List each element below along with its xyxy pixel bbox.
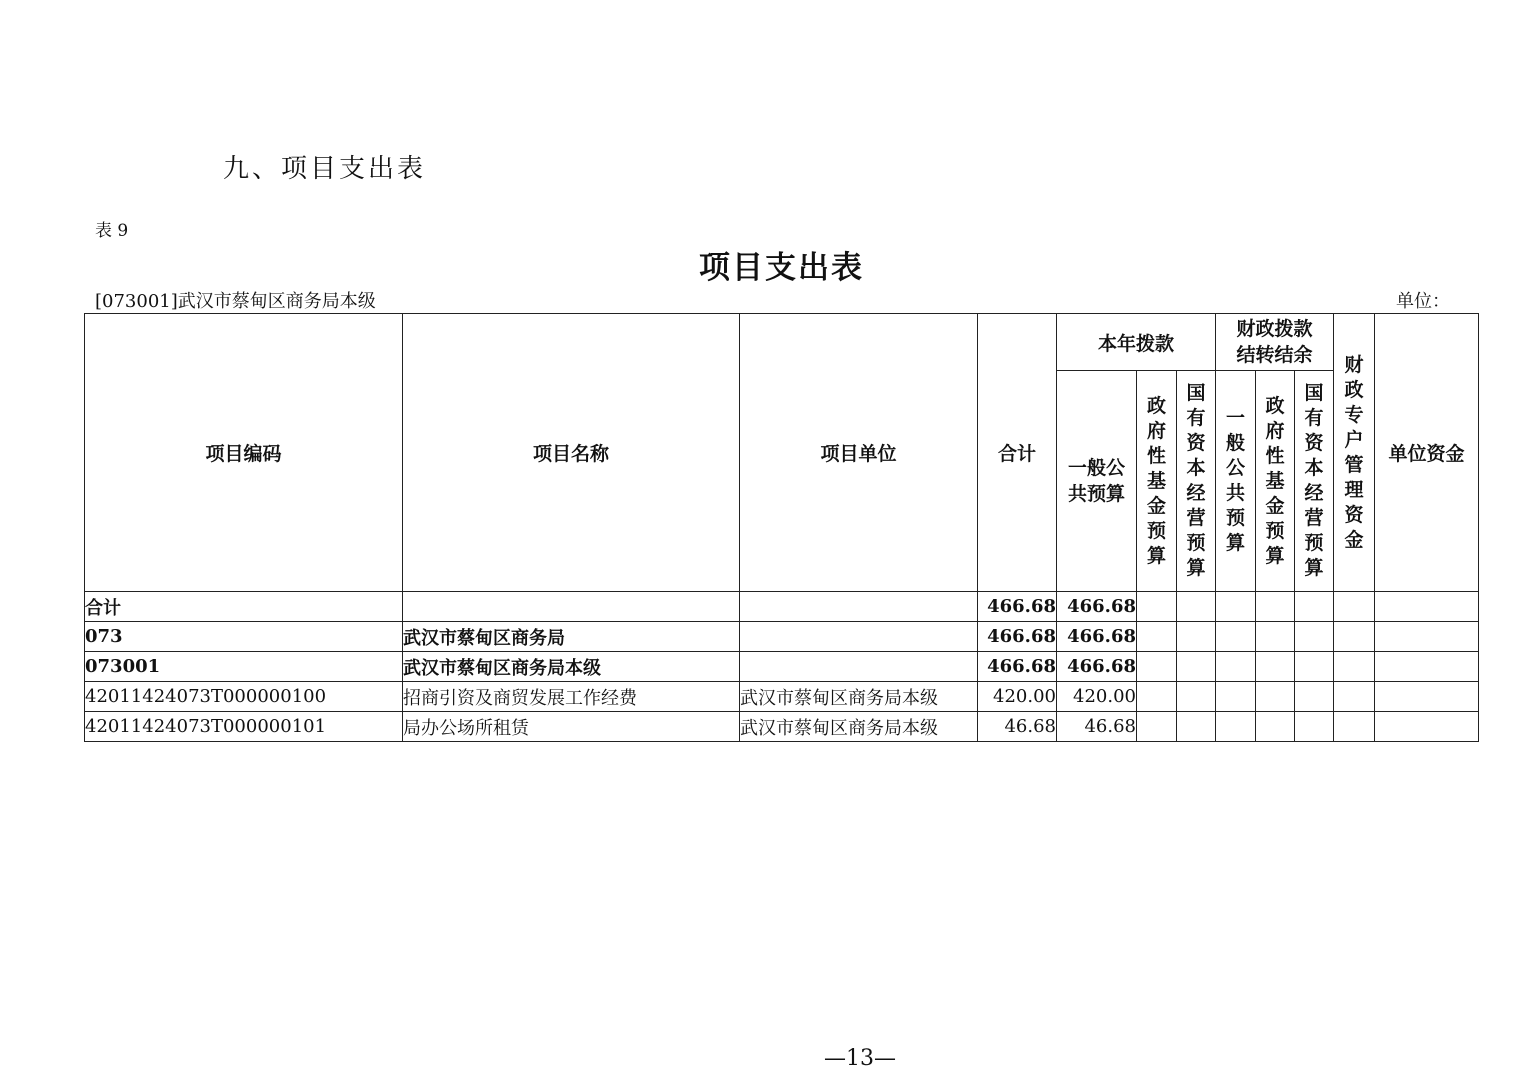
cell-total: 466.68 bbox=[978, 592, 1057, 622]
cell-total: 420.00 bbox=[978, 682, 1057, 712]
cell-general-budget: 466.68 bbox=[1057, 592, 1137, 622]
cell-general-budget: 466.68 bbox=[1057, 652, 1137, 682]
cell-unit: 武汉市蔡甸区商务局本级 bbox=[740, 712, 978, 742]
project-expenditure-table bbox=[84, 313, 1479, 742]
cell-code: 合计 bbox=[85, 592, 403, 622]
cell-code: 42011424073T000000100 bbox=[85, 682, 403, 712]
unit-of-measure-label: 单位： bbox=[1396, 291, 1450, 312]
header-project-name: 项目名称 bbox=[403, 314, 740, 592]
header-general-budget-line2: 共预算 bbox=[1067, 483, 1125, 505]
cell-total: 466.68 bbox=[978, 622, 1057, 652]
cell-name: 武汉市蔡甸区商务局 bbox=[403, 622, 740, 652]
table-row bbox=[85, 622, 1479, 652]
header-general-budget-line1: 一般公 bbox=[1067, 457, 1125, 479]
cell-unit bbox=[740, 622, 978, 652]
cell-name: 局办公场所租赁 bbox=[403, 712, 740, 742]
cell-code: 42011424073T000000101 bbox=[85, 712, 403, 742]
cell-general-budget: 46.68 bbox=[1057, 712, 1137, 742]
table-row bbox=[85, 712, 1479, 742]
cell-total: 46.68 bbox=[978, 712, 1057, 742]
cell-name: 招商引资及商贸发展工作经费 bbox=[403, 682, 740, 712]
cell-unit bbox=[740, 652, 978, 682]
cell-unit: 武汉市蔡甸区商务局本级 bbox=[740, 682, 978, 712]
cell-general-budget: 466.68 bbox=[1057, 622, 1137, 652]
cell-code: 073 bbox=[85, 622, 403, 652]
header-total: 合计 bbox=[978, 314, 1057, 592]
unit-code-label: [073001]武汉市蔡甸区商务局本级 bbox=[95, 291, 376, 312]
header-state-capital-budget: 国有资本经营预算 bbox=[1177, 371, 1216, 592]
cell-name: 武汉市蔡甸区商务局本级 bbox=[403, 652, 740, 682]
header-current-year-appropriation: 本年拨款 bbox=[1057, 314, 1216, 371]
page-number: —13— bbox=[824, 1046, 896, 1071]
header-project-code: 项目编码 bbox=[85, 314, 403, 592]
header-carryover-general-budget: 一般公共预算 bbox=[1216, 371, 1256, 592]
header-gov-fund-budget: 政府性基金预算 bbox=[1137, 371, 1177, 592]
cell-general-budget: 420.00 bbox=[1057, 682, 1137, 712]
header-project-unit: 项目单位 bbox=[740, 314, 978, 592]
header-carryover bbox=[1216, 314, 1334, 371]
section-heading: 九、项目支出表 bbox=[223, 154, 427, 184]
header-general-budget bbox=[1057, 371, 1137, 592]
cell-unit bbox=[740, 592, 978, 622]
header-special-account-fund-text: 财政专户管理资金 bbox=[1344, 353, 1364, 551]
table-row bbox=[85, 592, 1479, 622]
table-row bbox=[85, 652, 1479, 682]
header-special-account-fund bbox=[1334, 314, 1375, 592]
cell-code: 073001 bbox=[85, 652, 403, 682]
cell-total: 466.68 bbox=[978, 652, 1057, 682]
header-carryover-state-capital-budget: 国有资本经营预算 bbox=[1295, 371, 1334, 592]
header-carryover-line2: 结转结余 bbox=[1236, 344, 1313, 366]
header-unit-fund: 单位资金 bbox=[1375, 314, 1479, 592]
header-carryover-line1: 财政拨款 bbox=[1236, 318, 1313, 340]
page-title: 项目支出表 bbox=[699, 250, 864, 286]
table-number: 表 9 bbox=[95, 221, 129, 241]
header-carryover-gov-fund-budget: 政府性基金预算 bbox=[1256, 371, 1295, 592]
cell-name bbox=[403, 592, 740, 622]
table-row bbox=[85, 682, 1479, 712]
